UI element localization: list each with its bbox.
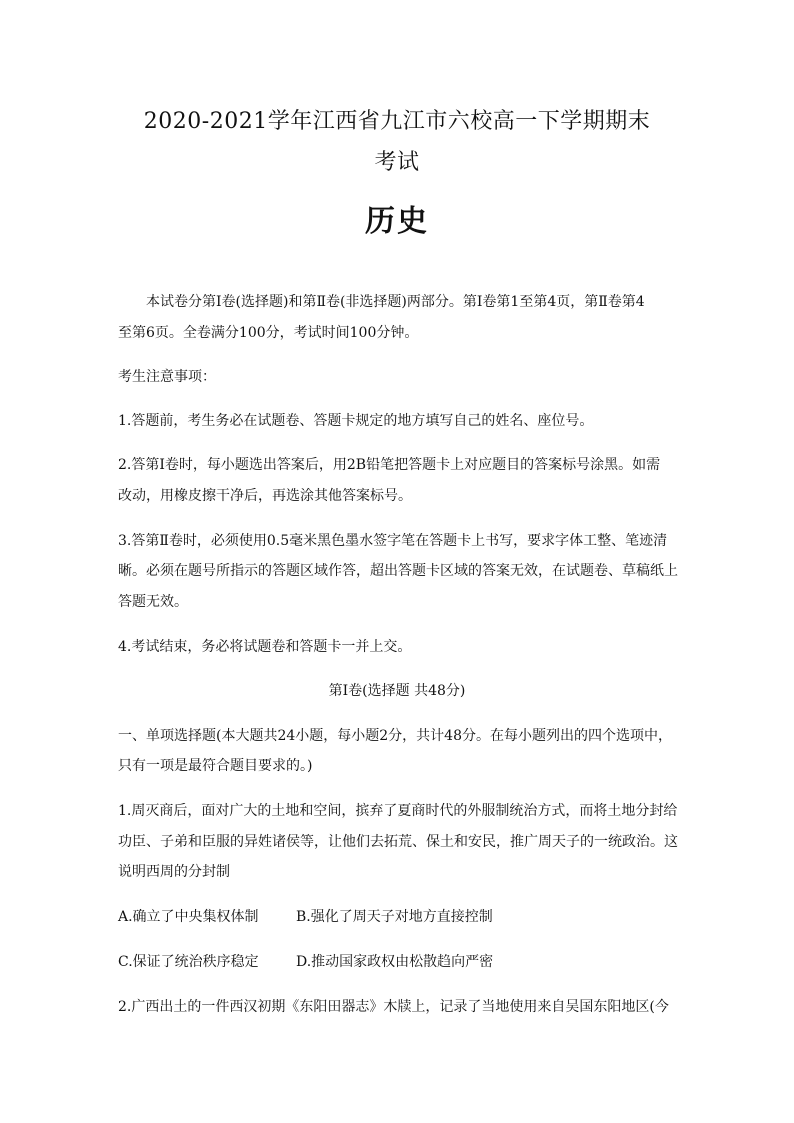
question-1-line3: 说明西周的分封制 <box>118 864 230 880</box>
notice-item-4: 4.考试结束，务必将试题卷和答题卡一并上交。 <box>118 639 412 655</box>
question-1-line2: 功臣、子弟和臣服的异姓诸侯等，让他们去拓荒、保土和安民，推广周天子的一统政治。这 <box>118 834 678 850</box>
notice-item-1: 1.答题前，考生务必在试题卷、答题卡规定的地方填写自己的姓名、座位号。 <box>118 413 594 429</box>
subject-title: 历史 <box>365 204 429 239</box>
question-1-option-d: D.推动国家政权由松散趋向严密 <box>296 954 494 970</box>
notice-heading: 考生注意事项： <box>118 369 216 385</box>
notice-item-3-line3: 答题无效。 <box>118 594 188 610</box>
intro-line2: 至第6页。全卷满分100分，考试时间100分钟。 <box>118 325 419 341</box>
document-title-line1: 2020-2021学年江西省九江市六校高一下学期期末 <box>143 109 651 134</box>
notice-item-3-line2: 晰。必须在题号所指示的答题区域作答，超出答题卡区域的答案无效，在试题卷、草稿纸上 <box>118 563 678 579</box>
section-heading-line2: 只有一项是最符合题目要求的。) <box>118 758 313 774</box>
document-title-line2: 考试 <box>374 150 420 175</box>
notice-item-2-line2: 改动，用橡皮擦干净后，再选涂其他答案标号。 <box>118 488 412 504</box>
section-heading-line1: 一、单项选择题(本大题共24小题，每小题2分，共计48分。在每小题列出的四个选项中， <box>118 728 672 744</box>
question-2-line1: 2.广西出土的一件西汉初期《东阳田器志》木牍上，记录了当地使用来自吴国东阳地区(今 <box>118 999 669 1015</box>
question-1-line1: 1.周灭商后，面对广大的土地和空间，摈弃了夏商时代的外服制统治方式，而将土地分封给 <box>118 803 678 819</box>
question-1-option-c: C.保证了统治秩序稳定 <box>118 954 259 970</box>
question-1-option-b: B.强化了周天子对地方直接控制 <box>296 909 493 925</box>
notice-item-2-line1: 2.答第Ⅰ卷时，每小题选出答案后，用2B铅笔把答题卡上对应题目的答案标号涂黑。如需 <box>118 457 661 473</box>
intro-line1: 本试卷分第Ⅰ卷(选择题)和第Ⅱ卷(非选择题)两部分。第Ⅰ卷第1至第4页，第Ⅱ卷第4 <box>146 294 645 310</box>
part1-heading: 第Ⅰ卷(选择题 共48分) <box>328 683 466 699</box>
notice-item-3-line1: 3.答第Ⅱ卷时，必须使用0.5毫米黑色墨水签字笔在答题卡上书写，要求字体工整、笔迹清 <box>118 533 668 549</box>
question-1-option-a: A.确立了中央集权体制 <box>118 909 259 925</box>
